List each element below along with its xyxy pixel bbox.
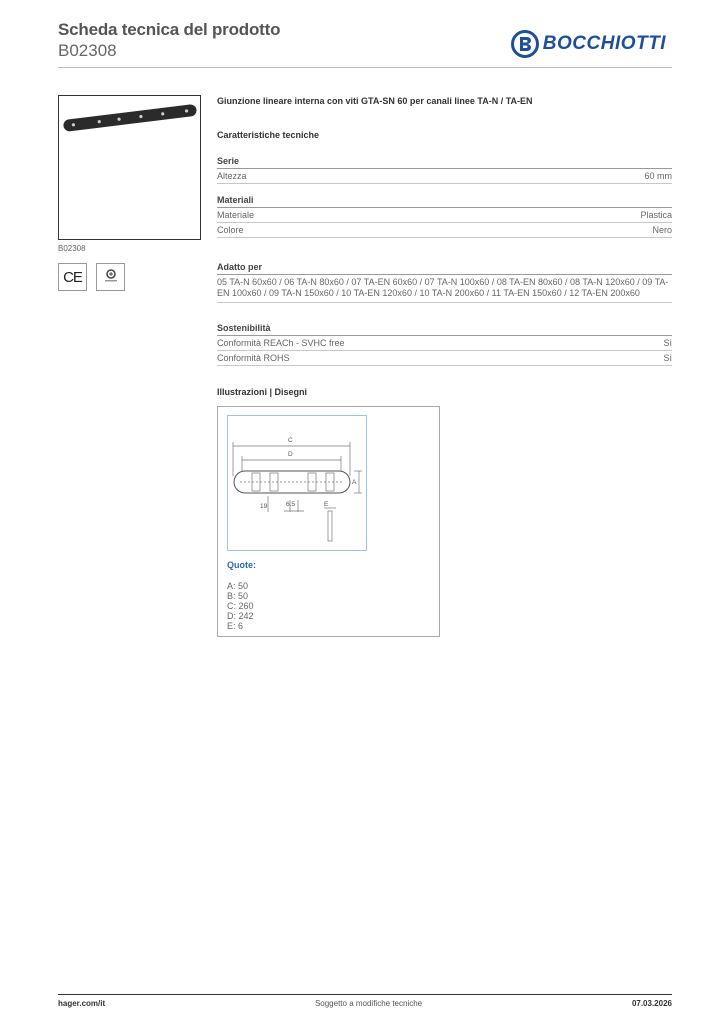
spec-row (217, 169, 672, 184)
spec-value: Nero (652, 225, 672, 235)
quote-item: B: 50 (227, 591, 249, 601)
brand-logo (511, 30, 666, 58)
ce-mark-text: CE (63, 268, 82, 286)
quote-item: C: 260 (227, 601, 254, 611)
section-serie (217, 156, 672, 184)
quote-item: D: 242 (227, 611, 254, 621)
spec-row (217, 208, 672, 223)
footer-note: Soggetto a modifiche tecniche (314, 999, 423, 1008)
spec-value: Sì (663, 338, 672, 348)
product-photo-icon (59, 96, 200, 239)
spec-label: Conformità REACh - SVHC free (217, 338, 345, 348)
footer-date: 07.03.2026 (631, 999, 672, 1008)
adatto-text: 05 TA-N 60x60 / 06 TA-N 80x60 / 07 TA-EN 60x60 / 07 TA-N 100x60 / 08 TA-EN 80x60 / 08 TA-N 120x60 / 09 TA-EN 100x60 / 09 TA-N 150x60 / 10 TA-EN 120x60 / 10 TA-N 200x60 / 11 TA-EN 150x60 / 12 TA-EN 200x60 (217, 275, 672, 303)
sostenibilita-title: Sostenibilità (217, 323, 672, 336)
illustrazioni-title: Illustrazioni | Disegni (217, 387, 308, 397)
page-footer (58, 994, 672, 1008)
page-header (58, 20, 672, 68)
dim-d: D (288, 451, 293, 458)
specs-title: Caratteristiche tecniche (217, 130, 320, 140)
dim-19: 19 (260, 503, 268, 510)
quote-item: A: 50 (227, 581, 249, 591)
adatto-title: Adatto per (217, 262, 672, 275)
bocchiotti-logo-icon (511, 30, 539, 58)
certification-badge (96, 263, 125, 291)
product-code: B02308 (58, 41, 117, 60)
technical-drawing-panel (217, 406, 440, 637)
section-adatto (217, 262, 672, 303)
technical-drawing (227, 415, 367, 551)
spec-row (217, 351, 672, 366)
dim-65: 6.5 (286, 501, 296, 508)
spec-label: Conformità ROHS (217, 353, 290, 363)
quote-title: Quote: (227, 560, 256, 570)
ce-mark (58, 263, 87, 291)
spec-row (217, 223, 672, 238)
product-description: Giunzione lineare interna con viti GTA-SN 60 per canali linee TA-N / TA-EN (217, 96, 533, 106)
spec-label: Altezza (217, 171, 247, 181)
logo-text: BOCCHIOTTI (542, 33, 666, 54)
image-caption: B02308 (58, 244, 86, 253)
materiali-title: Materiali (217, 195, 672, 208)
footer-website: hager.com/it (58, 999, 106, 1008)
certification-icon (101, 267, 121, 287)
page-title: Scheda tecnica del prodotto (58, 20, 281, 39)
spec-label: Materiale (217, 210, 255, 220)
spec-row (217, 336, 672, 351)
spec-value: 60 mm (644, 171, 672, 181)
dim-e: E (324, 501, 329, 508)
spec-value: Sì (663, 353, 672, 363)
product-image (58, 95, 201, 240)
serie-title: Serie (217, 156, 672, 169)
spec-value: Plastica (640, 210, 672, 220)
dim-c: C (288, 437, 293, 444)
dim-a: A (352, 479, 357, 486)
spec-label: Colore (217, 225, 244, 235)
section-sostenibilita (217, 323, 672, 366)
dimension-drawing-icon (228, 416, 366, 550)
section-materiali (217, 195, 672, 238)
quote-item: E: 6 (227, 621, 244, 631)
